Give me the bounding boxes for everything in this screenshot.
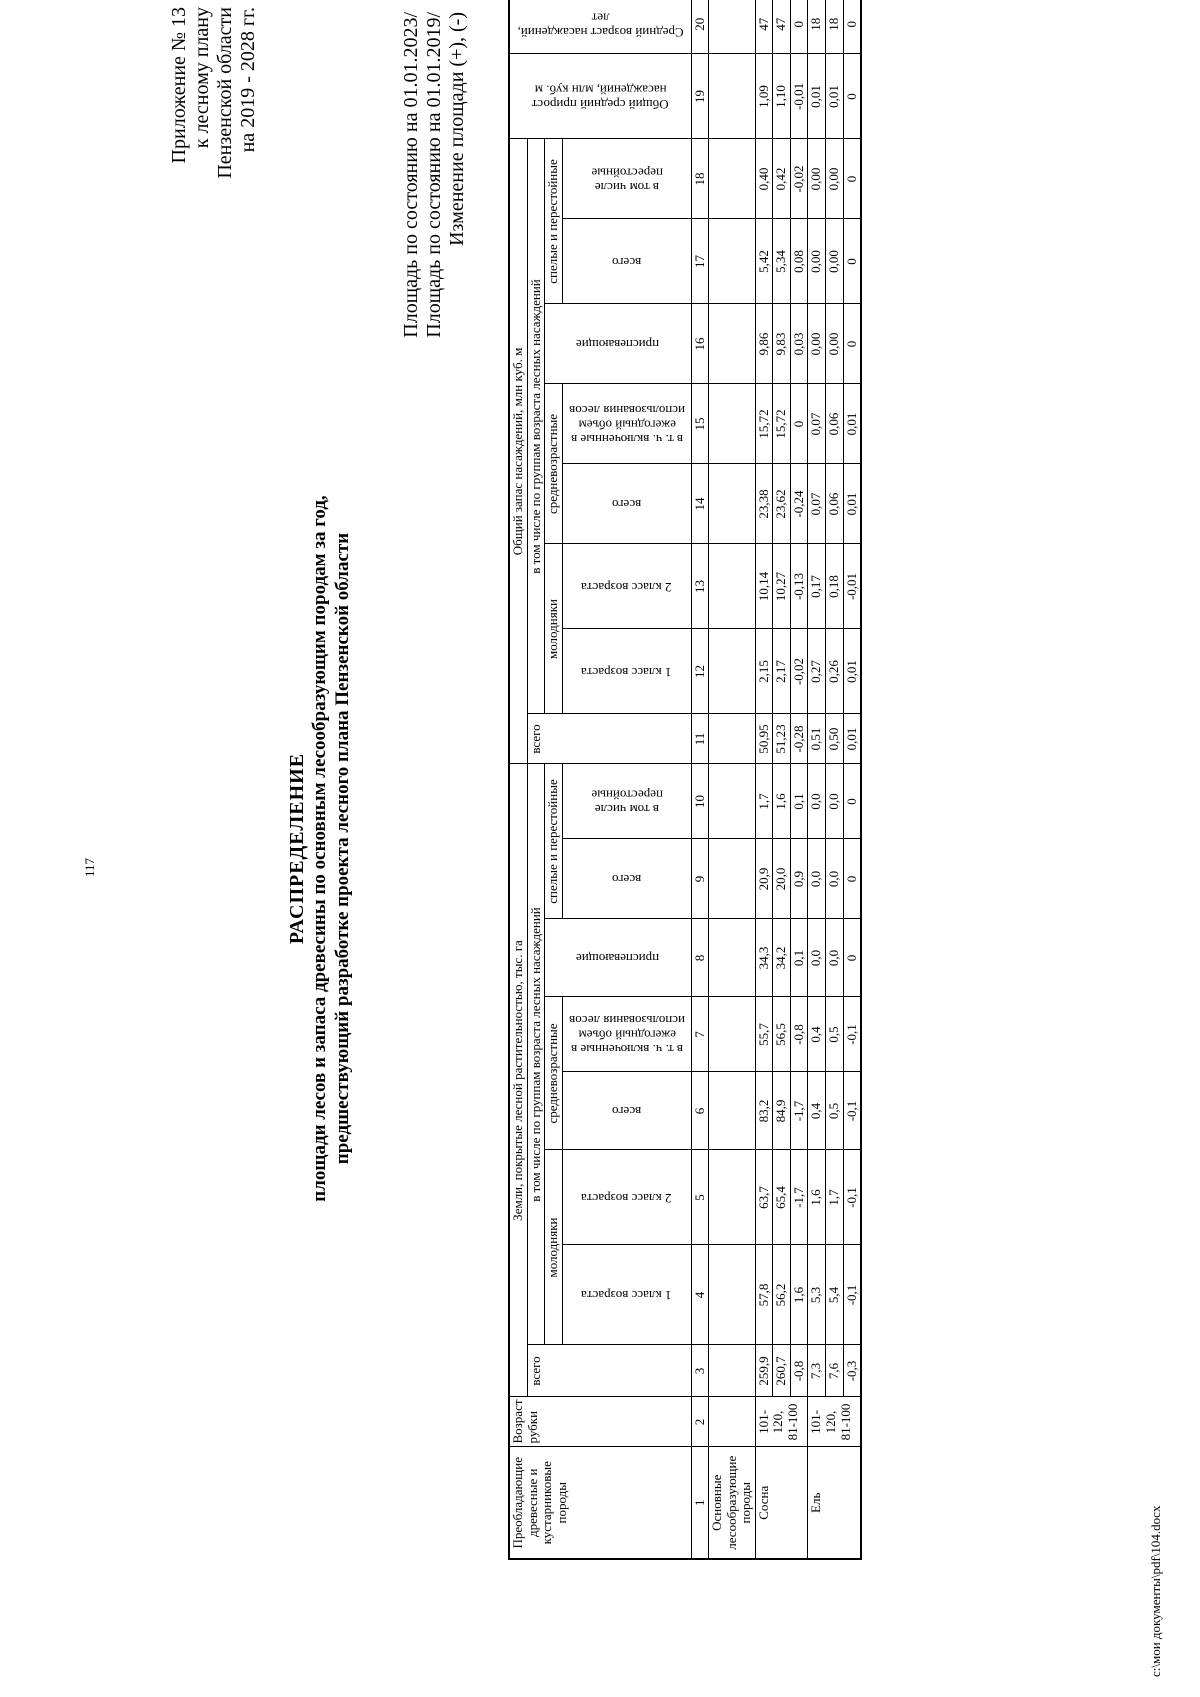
appendix-note	[168, 7, 260, 307]
value-cell: 0,01	[843, 384, 861, 464]
header-area-by-age: в том числе по группам возраста лесных насаждений	[527, 764, 545, 1345]
value-cell: 84,9	[773, 1072, 791, 1150]
value-cell: 2,17	[773, 629, 791, 714]
value-cell: -1,7	[790, 1150, 808, 1245]
header-class1-text: 1 класс возраста	[581, 1288, 672, 1304]
value-cell: -0,13	[790, 544, 808, 629]
header-mature: спелые и перестойные	[545, 764, 563, 919]
value-cell: 50,95	[755, 714, 773, 764]
value-cell: 0,1	[790, 764, 808, 839]
value-cell: 0,51	[808, 714, 826, 764]
header-middle-total-text: всего	[612, 1104, 642, 1120]
value-cell: 0,9	[790, 839, 808, 919]
value-cell: -0,28	[790, 714, 808, 764]
appendix-line: Приложение № 13	[168, 7, 190, 164]
value-cell: 260,7	[773, 1345, 791, 1397]
value-cell: 5,3	[808, 1245, 826, 1345]
value-cell: 0,5	[826, 997, 844, 1072]
document-title	[285, 0, 355, 1697]
distribution-table	[508, 0, 862, 1560]
header-middle-incl-text: в т. ч. включенные в ежегодный объем использования лесов	[568, 1013, 685, 1058]
column-number: 11	[691, 714, 709, 764]
value-cell: 0,4	[808, 997, 826, 1072]
value-cell: 0,0	[826, 919, 844, 997]
legend-line: Площадь по состоянию на 01.01.2023/	[400, 12, 422, 338]
value-cell: 0	[843, 304, 861, 384]
value-cell: 0,07	[808, 464, 826, 544]
value-cell: 20,0	[773, 839, 791, 919]
header-class1-text: 1 класс возраста	[581, 664, 672, 680]
value-cell: 0	[843, 54, 861, 139]
value-cell: 1,10	[773, 54, 791, 139]
value-cell: 0,0	[826, 764, 844, 839]
column-number: 6	[691, 1072, 709, 1150]
value-cell: -0,8	[790, 997, 808, 1072]
value-cell: 0,00	[826, 304, 844, 384]
column-number: 16	[691, 304, 709, 384]
column-number: 12	[691, 629, 709, 714]
value-cell: 18	[808, 0, 826, 54]
title-subline: площади лесов и запаса древесины по основным лесообразующим породам за год,	[309, 495, 330, 1202]
header-mature-over	[562, 764, 691, 839]
header-middle-total-text: всего	[612, 497, 642, 513]
value-cell: 0,0	[826, 839, 844, 919]
value-cell: 0,00	[826, 219, 844, 304]
header-middle-aged: средневозрастные	[545, 997, 563, 1150]
column-number-row	[691, 0, 709, 1559]
header-avg-growth-text: Общий средний прирост насаждений, млн куб. м	[531, 82, 669, 112]
value-cell: 47	[773, 0, 791, 54]
value-cell: 0,00	[808, 304, 826, 384]
table-row	[755, 0, 773, 1559]
value-cell: 9,86	[755, 304, 773, 384]
value-cell: 0	[843, 764, 861, 839]
header-species: Преобладающие древесные и кустарниковые породы	[509, 1447, 691, 1559]
table-row	[790, 0, 808, 1559]
value-cell: 0,0	[808, 919, 826, 997]
cutting-age-cell: 101-120, 81-100	[755, 1397, 808, 1447]
value-cell: 0,00	[808, 219, 826, 304]
title-subline: предшествующий разработке проекта лесного плана Пензенской области	[331, 532, 353, 1165]
value-cell: 0,42	[773, 139, 791, 219]
table-row	[843, 0, 861, 1559]
value-cell: 0,18	[826, 544, 844, 629]
header-young: молодняки	[545, 1150, 563, 1345]
column-number: 20	[691, 0, 709, 54]
value-cell: 0,26	[826, 629, 844, 714]
value-cell: 0	[790, 0, 808, 54]
header-ripening	[545, 304, 692, 384]
value-cell: 56,5	[773, 997, 791, 1072]
table-row	[826, 0, 844, 1559]
header-avg-age	[509, 0, 691, 54]
column-number: 13	[691, 544, 709, 629]
value-cell: 10,14	[755, 544, 773, 629]
title-heading: РАСПРЕДЕЛЕНИЕ	[286, 752, 308, 945]
value-cell: 0,03	[790, 304, 808, 384]
value-cell: 0,40	[755, 139, 773, 219]
value-cell: 0,01	[843, 629, 861, 714]
column-number: 17	[691, 219, 709, 304]
header-class2	[562, 544, 691, 629]
header-class1	[562, 1245, 691, 1345]
header-mature-total-text: всего	[612, 872, 642, 888]
legend-line: Изменение площади (+), (-)	[446, 12, 469, 246]
value-cell: 65,4	[773, 1150, 791, 1245]
value-cell: 0,4	[808, 1072, 826, 1150]
value-cell: 0	[843, 139, 861, 219]
appendix-line: к лесному плану	[191, 7, 213, 149]
value-cell: 0,06	[826, 464, 844, 544]
value-cell: -0,24	[790, 464, 808, 544]
header-area-total: всего	[527, 1345, 691, 1397]
header-mature-total	[562, 839, 691, 919]
value-cell: 55,7	[755, 997, 773, 1072]
value-cell: 1,6	[808, 1150, 826, 1245]
value-cell: 0,01	[843, 464, 861, 544]
data-rows	[755, 0, 861, 1559]
column-number: 18	[691, 139, 709, 219]
header-mature-over-text: в том числе перестойные	[590, 164, 663, 195]
value-cell: 0,06	[826, 384, 844, 464]
header-mature-over	[562, 139, 691, 219]
value-cell: 0	[843, 919, 861, 997]
value-cell: 0,17	[808, 544, 826, 629]
section-row	[709, 0, 756, 1559]
value-cell: 1,6	[773, 764, 791, 839]
value-cell: 0	[790, 384, 808, 464]
value-cell: 1,7	[755, 764, 773, 839]
value-cell: 0,00	[808, 139, 826, 219]
column-number: 9	[691, 839, 709, 919]
header-mature-total	[562, 219, 691, 304]
value-cell: 34,3	[755, 919, 773, 997]
value-cell: 0,27	[808, 629, 826, 714]
value-cell: 9,83	[773, 304, 791, 384]
header-cutting-age: Возраст рубки	[509, 1397, 691, 1447]
value-cell: 7,6	[826, 1345, 844, 1397]
column-number: 8	[691, 919, 709, 997]
column-number: 1	[691, 1447, 709, 1559]
value-cell: 0,07	[808, 384, 826, 464]
column-number: 15	[691, 384, 709, 464]
table-row	[808, 0, 826, 1559]
value-cell: 0	[843, 219, 861, 304]
column-number: 3	[691, 1345, 709, 1397]
header-stock-group: Общий запас насаждений, млн куб. м	[509, 139, 527, 764]
value-cell: 51,23	[773, 714, 791, 764]
header-ripening-text: приспевающие	[576, 337, 660, 353]
value-cell: 1,6	[790, 1245, 808, 1345]
value-cell: 83,2	[755, 1072, 773, 1150]
column-number: 2	[691, 1397, 709, 1447]
value-cell: -0,02	[790, 139, 808, 219]
header-class1	[562, 629, 691, 714]
header-middle-aged: средневозрастные	[545, 384, 563, 544]
value-cell: 7,3	[808, 1345, 826, 1397]
value-cell: 15,72	[773, 384, 791, 464]
value-cell: 18	[826, 0, 844, 54]
header-middle-total	[562, 464, 691, 544]
cutting-age-cell: 101-120, 81-100	[808, 1397, 861, 1447]
value-cell: -0,3	[843, 1345, 861, 1397]
value-cell: 0	[843, 839, 861, 919]
value-cell: 0,0	[808, 839, 826, 919]
value-cell: -0,1	[843, 997, 861, 1072]
section-label: Основные лесообразующие породы	[709, 1447, 756, 1559]
value-cell: 0,01	[808, 54, 826, 139]
value-cell: 0,01	[843, 714, 861, 764]
value-cell: -0,1	[843, 1072, 861, 1150]
value-cell: 0	[843, 0, 861, 54]
header-mature-over-text: в том числе перестойные	[590, 787, 663, 818]
value-cell: 0,00	[826, 139, 844, 219]
value-cell: 0,5	[826, 1072, 844, 1150]
value-cell: 1,09	[755, 54, 773, 139]
value-cell: 15,72	[755, 384, 773, 464]
appendix-line: Пензенской области	[214, 7, 236, 179]
header-class2-text: 2 класс возраста	[581, 579, 672, 595]
header-class2-text: 2 класс возраста	[581, 1190, 672, 1206]
row-legend	[400, 12, 470, 597]
legend-line: Площадь по состоянию на 01.01.2019/	[423, 12, 446, 338]
header-avg-growth	[509, 54, 691, 139]
value-cell: 0,01	[826, 54, 844, 139]
value-cell: -0,01	[843, 544, 861, 629]
header-middle-incl	[562, 384, 691, 464]
value-cell: 0,50	[826, 714, 844, 764]
value-cell: -1,7	[790, 1072, 808, 1150]
value-cell: 23,38	[755, 464, 773, 544]
column-number: 7	[691, 997, 709, 1072]
header-mature-total-text: всего	[612, 254, 642, 270]
table-row	[773, 0, 791, 1559]
value-cell: 5,42	[755, 219, 773, 304]
value-cell: 10,27	[773, 544, 791, 629]
value-cell: -0,1	[843, 1245, 861, 1345]
value-cell: 57,8	[755, 1245, 773, 1345]
species-cell: Ель	[808, 1447, 861, 1559]
header-area-group: Земли, покрытые лесной растительностью, тыс. га	[509, 764, 527, 1397]
column-number: 4	[691, 1245, 709, 1345]
header-ripening	[545, 919, 692, 997]
header-middle-incl-text: в т. ч. включенные в ежегодный объем использования лесов	[568, 402, 685, 447]
value-cell: 5,4	[826, 1245, 844, 1345]
value-cell: 23,62	[773, 464, 791, 544]
value-cell: 1,7	[826, 1150, 844, 1245]
value-cell: 34,2	[773, 919, 791, 997]
header-avg-age-text: Средний возраст насаждений, лет	[517, 10, 684, 40]
appendix-line: на 2019 - 2028 гг.	[237, 7, 259, 153]
header-class2	[562, 1150, 691, 1245]
value-cell: 0,0	[808, 764, 826, 839]
value-cell: 0,1	[790, 919, 808, 997]
header-young: молодняки	[545, 544, 563, 714]
column-number: 10	[691, 764, 709, 839]
column-number: 19	[691, 54, 709, 139]
value-cell: 2,15	[755, 629, 773, 714]
value-cell: -0,01	[790, 54, 808, 139]
value-cell: 5,34	[773, 219, 791, 304]
footer-file-path: c:\мои документы\pdf\104.docx	[1148, 1505, 1163, 1677]
value-cell: 63,7	[755, 1150, 773, 1245]
column-number: 14	[691, 464, 709, 544]
header-stock-by-age: в том числе по группам возраста лесных насаждений	[527, 139, 545, 714]
header-middle-incl	[562, 997, 691, 1072]
value-cell: 56,2	[773, 1245, 791, 1345]
header-mature: спелые и перестойные	[545, 139, 563, 304]
value-cell: 20,9	[755, 839, 773, 919]
header-ripening-text: приспевающие	[576, 951, 660, 967]
value-cell: -0,1	[843, 1150, 861, 1245]
species-cell: Сосна	[755, 1447, 808, 1559]
column-number: 5	[691, 1150, 709, 1245]
value-cell: 0,08	[790, 219, 808, 304]
value-cell: 47	[755, 0, 773, 54]
value-cell: 259,9	[755, 1345, 773, 1397]
value-cell: -0,02	[790, 629, 808, 714]
value-cell: -0,8	[790, 1345, 808, 1397]
header-stock-total: всего	[527, 714, 691, 764]
header-middle-total	[562, 1072, 691, 1150]
page-number: 117	[82, 857, 97, 877]
